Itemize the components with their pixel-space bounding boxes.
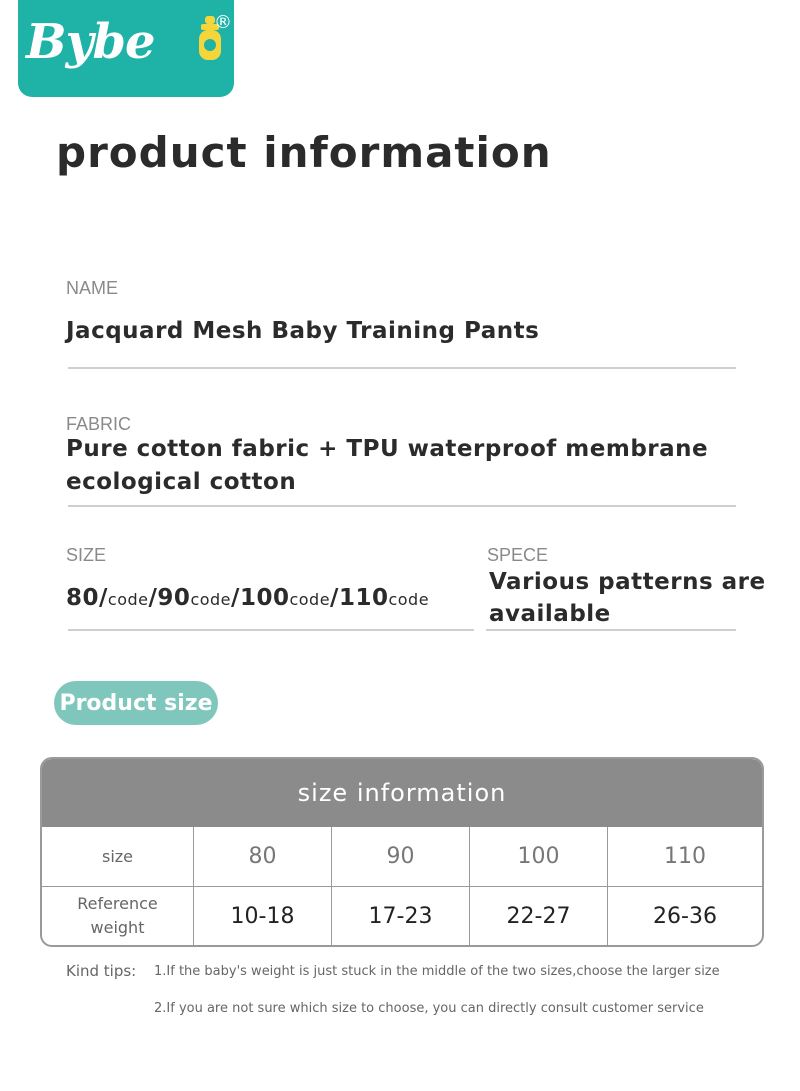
size-cell <box>470 827 608 887</box>
size-table <box>40 757 764 947</box>
weight-row-label-text <box>77 892 158 940</box>
size-slash: / <box>99 585 108 611</box>
size-value: 80 <box>248 844 277 869</box>
registered-mark: ® <box>214 12 232 33</box>
weight-cell <box>470 887 608 945</box>
size-unit: code <box>388 590 430 609</box>
divider <box>68 505 736 507</box>
weight-cell <box>608 887 762 945</box>
size-slash: / <box>148 585 158 611</box>
page-title: product information <box>56 128 552 177</box>
size-cell <box>194 827 332 887</box>
weight-label-line1: Reference <box>77 894 158 913</box>
weight-value: 26-36 <box>653 903 717 929</box>
size-unit: code <box>190 590 232 609</box>
weight-cell <box>332 887 470 945</box>
spece-value-line2: available <box>489 601 611 627</box>
spece-label: SPECE <box>487 545 549 565</box>
size-unit: code <box>107 590 149 609</box>
name-label: NAME <box>66 278 119 298</box>
size-label: SIZE <box>66 545 107 565</box>
brand-logo <box>18 0 234 97</box>
weight-value: 22-27 <box>506 903 571 929</box>
size-slash: / <box>330 585 339 611</box>
size-value: 90 <box>386 844 415 869</box>
kind-tips-label: Kind tips: <box>66 962 137 980</box>
divider <box>486 629 736 631</box>
weight-label-line2: weight <box>90 918 145 937</box>
tip-2: 2.If you are not sure which size to choose, you can directly consult customer service <box>154 1001 704 1016</box>
fabric-label: FABRIC <box>66 414 132 434</box>
size-cell <box>608 827 762 887</box>
weight-value: 17-23 <box>368 903 433 929</box>
fabric-value-line2: ecological cotton <box>66 469 297 495</box>
size-value <box>66 585 429 611</box>
size-value: 110 <box>664 844 706 869</box>
product-size-badge: Product size <box>54 681 218 725</box>
divider <box>68 629 474 631</box>
size-table-heading: size information <box>42 759 762 827</box>
divider <box>68 367 736 369</box>
size-value: 100 <box>517 844 560 869</box>
size-row-label-text: size <box>101 846 134 866</box>
logo-text: Bybe <box>26 14 155 70</box>
weight-row-label <box>42 887 194 945</box>
size-unit: code <box>289 590 331 609</box>
weight-cell <box>194 887 332 945</box>
size-num: 80 <box>66 585 100 611</box>
fabric-value-line1: Pure cotton fabric + TPU waterproof membrane <box>66 436 709 462</box>
size-cell <box>332 827 470 887</box>
size-row-label <box>42 827 194 887</box>
weight-value: 10-18 <box>230 903 295 929</box>
size-num: 90 <box>157 585 191 611</box>
size-num: 100 <box>239 585 290 611</box>
size-slash: / <box>231 585 240 611</box>
name-value: Jacquard Mesh Baby Training Pants <box>66 318 540 344</box>
spece-value-line1: Various patterns are <box>489 569 766 595</box>
tip-1: 1.If the baby's weight is just stuck in the middle of the two sizes,choose the larger size <box>154 964 720 979</box>
size-num: 110 <box>338 585 389 611</box>
